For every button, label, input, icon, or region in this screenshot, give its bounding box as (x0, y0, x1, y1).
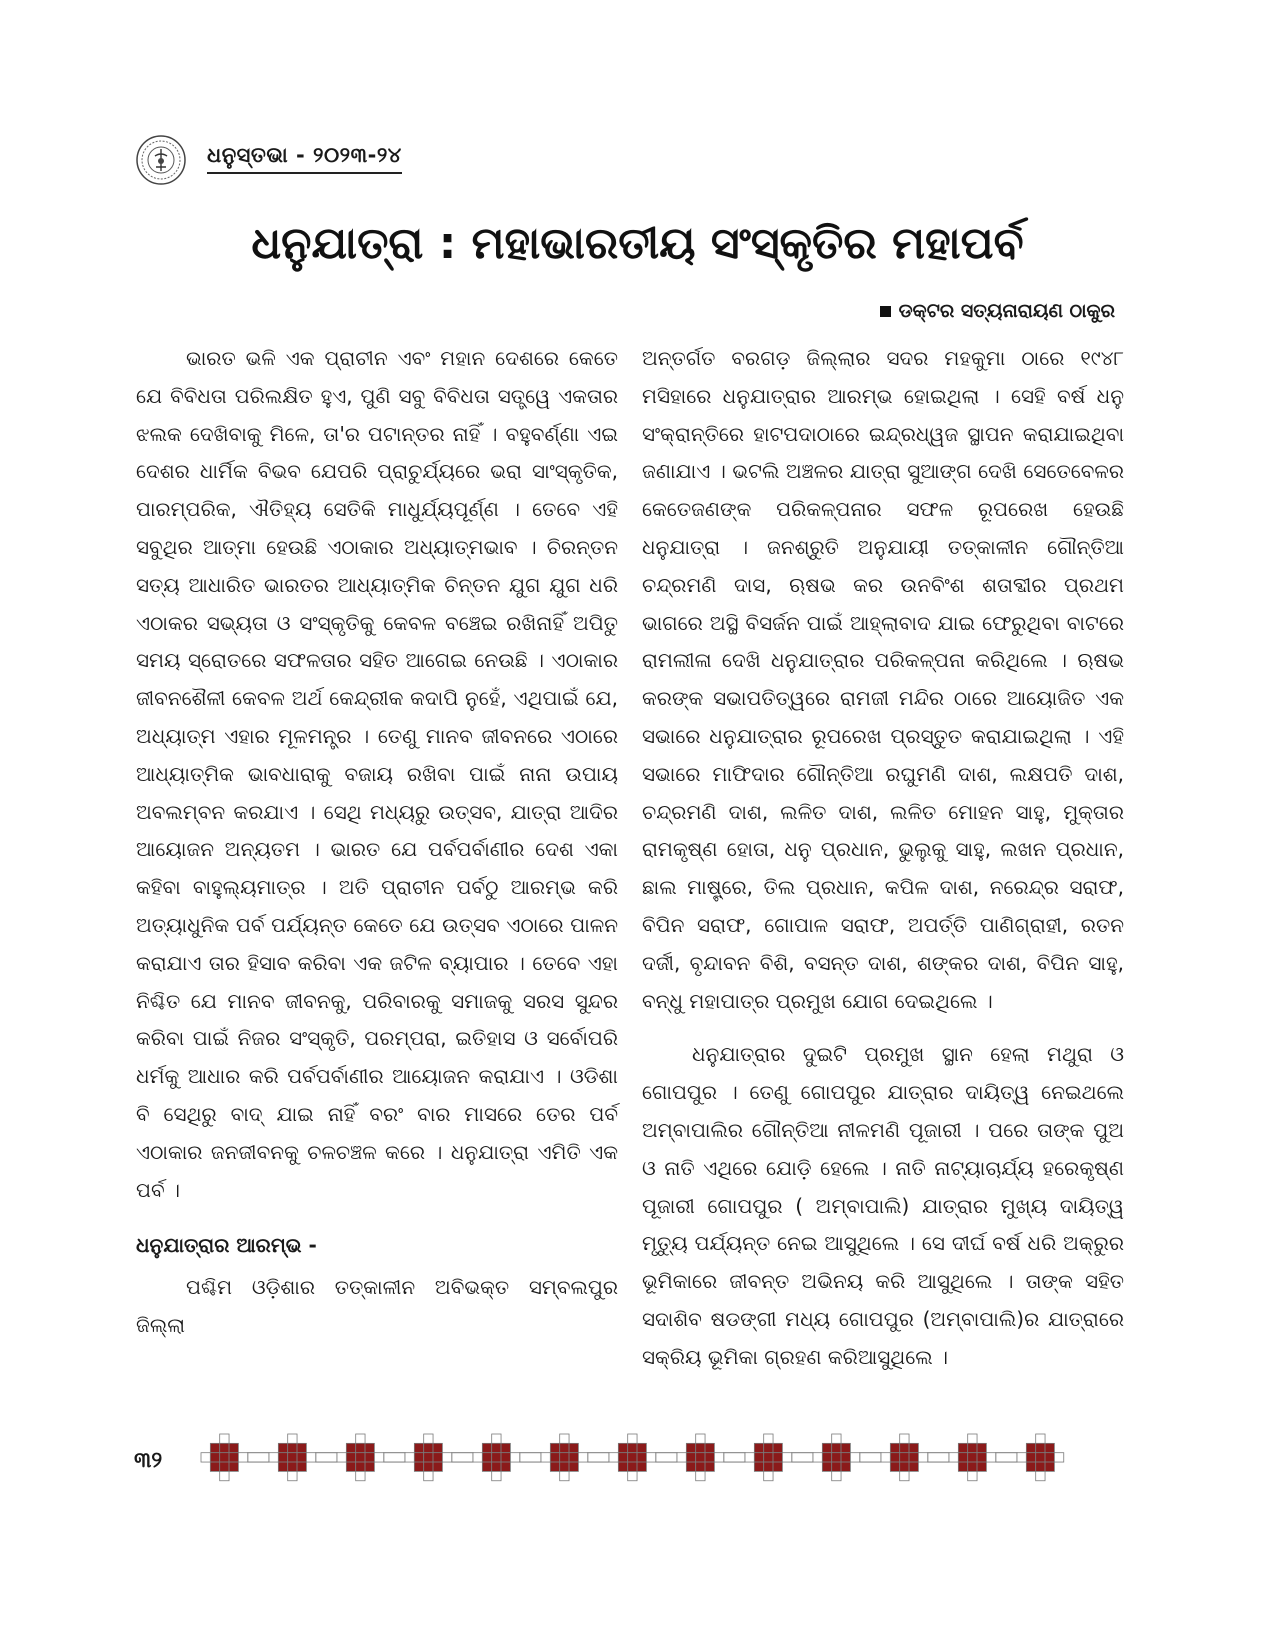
section-subheading: ଧନୁଯାତ୍ରାର ଆରମ୍ଭ - (136, 1233, 317, 1258)
body-paragraph: ଅନ୍ତର୍ଗତ ବରଗଡ଼ ଜିଲ୍ଲାର ସଦର ମହକୁମା ଠାରେ ୧୯୪୮ ମସିହାରେ ଧନୁଯାତ୍ରାର ଆରମ୍ଭ ହୋଇଥିଲା । ସେହି ବର୍ଷ ଧନୁ ସଂକ୍ରାନ୍ତିରେ ହାଟପଦାଠାରେ ଇନ୍ଦ୍ରଧ୍ୱଜ ସ୍ଥାପନ କରାଯାଇଥିବା ଜଣାଯାଏ । ଭଟଲି ଅଞ୍ଚଳର ଯାତ୍ରା ସୁଆଙ୍ଗ ଦେଖି ସେତେବେଳର କେତେଜଣଙ୍କ ପରିକଳ୍ପନାର ସଫଳ ରୂପରେଖ ହେଉଛି ଧନୁଯାତ୍ରା । ଜନଶ୍ରୁତି ଅନୁଯାୟୀ ତତ୍କାଳୀନ ଗୌନ୍ତିଆ ଚନ୍ଦ୍ରମଣି ଦାସ, ଋଷଭ କର ଉନବିଂଶ ଶତାବ୍ଦୀର ପ୍ରଥମ ଭାଗରେ ଅସ୍ଥି ବିସର୍ଜନ ପାଇଁ ଆହ୍ଲାବାଦ ଯାଇ ଫେରୁଥିବା ବାଟରେ ରାମଲୀଳା ଦେଖି ଧନୁଯାତ୍ରାର ପରିକଳ୍ପନା କରିଥିଲେ । ଋଷଭ କରଙ୍କ ସଭାପତିତ୍ୱରେ ରାମଜୀ ମନ୍ଦିର ଠାରେ ଆୟୋଜିତ ଏକ ସଭାରେ ଧନୁଯାତ୍ରାର ରୂପରେଖ ପ୍ରସ୍ତୁତ କରାଯାଇଥିଲା । ଏହି ସଭାରେ ମାଫିଦାର ଗୌନ୍ତିଆ ରଘୁମଣି ଦାଶ, ଲକ୍ଷପତି ଦାଶ, ଚନ୍ଦ୍ରମଣି ଦାଶ, ଲଳିତ ଦାଶ, ଲଳିତ ମୋହନ ସାହୁ, ମୁକ୍ତାର ରାମକୃଷ୍ଣ ହୋତା, ଧନୁ ପ୍ରଧାନ, ଭୁଲୁକୁ ସାହୁ, ଲଖନ ପ୍ରଧାନ, ଛାଲ ମାଷ୍ଟ୍ରେ, ତିଲ ପ୍ରଧାନ, କପିଳ ଦାଶ, ନରେନ୍ଦ୍ର ସରାଫ, ବିପିନ ସରାଫ, ଗୋପାଳ ସରାଫ, ଅପର୍ତ୍ତି ପାଣିଗ୍ରାହୀ, ରତନ ଦର୍ଜୀ, ବୃନ୍ଦାବନ ବିଶି, ବସନ୍ତ ଦାଶ, ଶଙ୍କର ଦାଶ, ବିପିନ ସାହୁ, ବନ୍ଧୁ ମହାପାତ୍ର ପ୍ରମୁଖ ଯୋଗ ଦେଇଥିଲେ । (642, 346, 1124, 1013)
ornament-cross (1017, 1434, 1064, 1481)
ornament-cross (677, 1434, 745, 1481)
body-paragraph: ଭାରତ ଭଳି ଏକ ପ୍ରାଚୀନ ଏବଂ ମହାନ ଦେଶରେ କେତେ ଯେ ବିବିଧତା ପରିଲକ୍ଷିତ ହୁଏ, ପୁଣି ସବୁ ବିବିଧତା ସତ୍ତ୍ୱେ ଏକତାର ଝଲକ ଦେଖିବାକୁ ମିଳେ, ତା'ର ପଟାନ୍ତର ନାହିଁ । ବହୁବର୍ଣ୍ଣା ଏଇ ଦେଶର ଧାର୍ମିକ ବିଭବ ଯେପରି ପ୍ରାଚୁର୍ଯ୍ୟରେ ଭରା ସାଂସ୍କୃତିକ, ପାରମ୍ପରିକ, ଐତିହ୍ୟ ସେତିକି ମାଧୁର୍ଯ୍ୟପୂର୍ଣ୍ଣ । ତେବେ ଏହି ସବୁଥିର ଆତ୍ମା ହେଉଛି ଏଠାକାର ଅଧ୍ୟାତ୍ମଭାବ । ଚିରନ୍ତନ ସତ୍ୟ ଆଧାରିତ ଭାରତର ଆଧ୍ୟାତ୍ମିକ ଚିନ୍ତନ ଯୁଗ ଯୁଗ ଧରି ଏଠାକର ସଭ୍ୟତା ଓ ସଂସ୍କୃତିକୁ କେବଳ ବଞ୍ଚେଇ ରଖିନାହିଁ ଅପିତୁ ସମୟ ସ୍ରୋତରେ ସଫଳତାର ସହିତ ଆଗେଇ ନେଉଛି । ଏଠାକାର ଜୀବନଶୈଳୀ କେବଳ ଅର୍ଥ କେନ୍ଦ୍ରୀକ କଦାପି ନୁହେଁ, ଏଥିପାଇଁ ଯେ, ଅଧ୍ୟାତ୍ମ ଏହାର ମୂଳମନ୍ତ୍ର । ତେଣୁ ମାନବ ଜୀବନରେ ଏଠାରେ ଆଧ୍ୟାତ୍ମିକ ଭାବଧାରାକୁ ବଜାୟ ରଖିବା ପାଇଁ ନାନା ଉପାୟ ଅବଲମ୍ବନ କରଯାଏ । ସେଥି ମଧ୍ୟରୁ ଉତ୍ସବ, ଯାତ୍ରା ଆଦିର ଆୟୋଜନ ଅନ୍ୟତମ । ଭାରତ ଯେ ପର୍ବପର୍ବାଣୀର ଦେଶ ଏକା କହିବା ବାହୁଲ୍ୟମାତ୍ର । ଅତି ପ୍ରାଚୀନ ପର୍ବଠୁ ଆରମ୍ଭ କରି ଅତ୍ୟାଧୁନିକ ପର୍ବ ପର୍ଯ୍ୟନ୍ତ କେତେ ଯେ ଉତ୍ସବ ଏଠାରେ ପାଳନ କରାଯାଏ ତାର ହିସାବ କରିବା ଏକ ଜଟିଳ ବ୍ୟାପାର । ତେବେ ଏହା ନିଶ୍ଚିତ ଯେ ମାନବ ଜୀବନକୁ, ପରିବାରକୁ ସମାଜକୁ ସରସ ସୁନ୍ଦର କରିବା ପାଇଁ ନିଜର ସଂସ୍କୃତି, ପରମ୍ପରା, ଇତିହାସ ଓ ସର୍ବୋପରି ଧର୍ମକୁ ଆଧାର କରି ପର୍ବପର୍ବାଣୀର ଆୟୋଜନ କରାଯାଏ । ଓଡିଶା ବି ସେଥିରୁ ବାଦ୍ ଯାଇ ନାହିଁ ବରଂ ବାର ମାସରେ ତେର ପର୍ବ ଏଠାକାର ଜନଜୀବନକୁ ଚଳଚଞ୍ଚଳ କରେ । ଧନୁଯାତ୍ରା ଏମିତି ଏକ ପର୍ବ । (136, 346, 618, 1202)
article-title: ଧନୁଯାତ୍ରା : ମହାଭାରତୀୟ ସଂସ୍କୃତିର ମହାପର୍ବ (251, 218, 1024, 269)
ornament-cross (949, 1434, 1017, 1481)
left-column (136, 340, 618, 1345)
ornament-cross (269, 1434, 337, 1481)
page-number: ୩୨ (134, 1448, 163, 1473)
ornament-cross (813, 1434, 881, 1481)
ornament-cross (337, 1434, 405, 1481)
page-header (135, 132, 402, 188)
ornament-cross (201, 1434, 269, 1481)
body-paragraph: ପଶ୍ଚିମ ଓଡ଼ିଶାର ତତ୍କାଳୀନ ଅବିଭକ୍ତ ସମ୍ବଲପୁର ଜିଲ୍ଲା (136, 1275, 618, 1337)
ornament-cross (473, 1434, 541, 1481)
ornament-cross (541, 1434, 609, 1481)
ornament-cross (745, 1434, 813, 1481)
author-name: ଡକ୍ଟର ସତ୍ୟନାରାୟଣ ଠାକୁର (898, 300, 1115, 322)
cross-pattern-border-icon (196, 1430, 1076, 1482)
ornament-cross (405, 1434, 473, 1481)
article-author (880, 300, 1115, 322)
state-emblem-seal-icon (135, 134, 187, 186)
right-column (642, 340, 1124, 1377)
ornament-cross (609, 1434, 677, 1481)
publication-header-text: ଧନୁସ୍ତଭା - ୨୦୨୩-୨୪ (207, 143, 402, 174)
body-paragraph: ଧନୁଯାତ୍ରାର ଦୁଇଟି ପ୍ରମୁଖ ସ୍ଥାନ ହେଲା ମଥୁରା ଓ ଗୋପପୁର । ତେଣୁ ଗୋପପୁର ଯାତ୍ରାର ଦାୟିତ୍ୱ ନେଇଥଲେ ଅମ୍ବାପାଲିର ଗୌନ୍ତିଆ ନୀଳମଣି ପୂଜାରୀ । ପରେ ତାଙ୍କ ପୁଅ ଓ ନାତି ଏଥିରେ ଯୋଡ଼ି ହେଲେ । ନାତି ନାଟ୍ୟାଚାର୍ଯ୍ୟ ହରେକୃଷ୍ଣ ପୂଜାରୀ ଗୋପପୁର ( ଅମ୍ବାପାଲି) ଯାତ୍ରାର ମୁଖ୍ୟ ଦାୟିତ୍ୱ ମୃତ୍ୟୁ ପର୍ଯ୍ୟନ୍ତ ନେଇ ଆସୁଥିଲେ । ସେ ଦୀର୍ଘ ବର୍ଷ ଧରି ଅକ୍ରୁର ଭୂମିକାରେ ଜୀବନ୍ତ ଅଭିନୟ କରି ଆସୁଥିଲେ । ତାଙ୍କ ସହିତ ସଦାଶିବ ଷଡଙ୍ଗୀ ମଧ୍ୟ ଗୋପପୁର (ଅମ୍ବାପାଲି)ର ଯାତ୍ରାରେ ସକ୍ରିୟ ଭୂମିକା ଗ୍ରହଣ କରିଆସୁଥିଲେ । (642, 1042, 1124, 1369)
bullet-square-icon (880, 306, 891, 317)
ornament-cross (881, 1434, 949, 1481)
